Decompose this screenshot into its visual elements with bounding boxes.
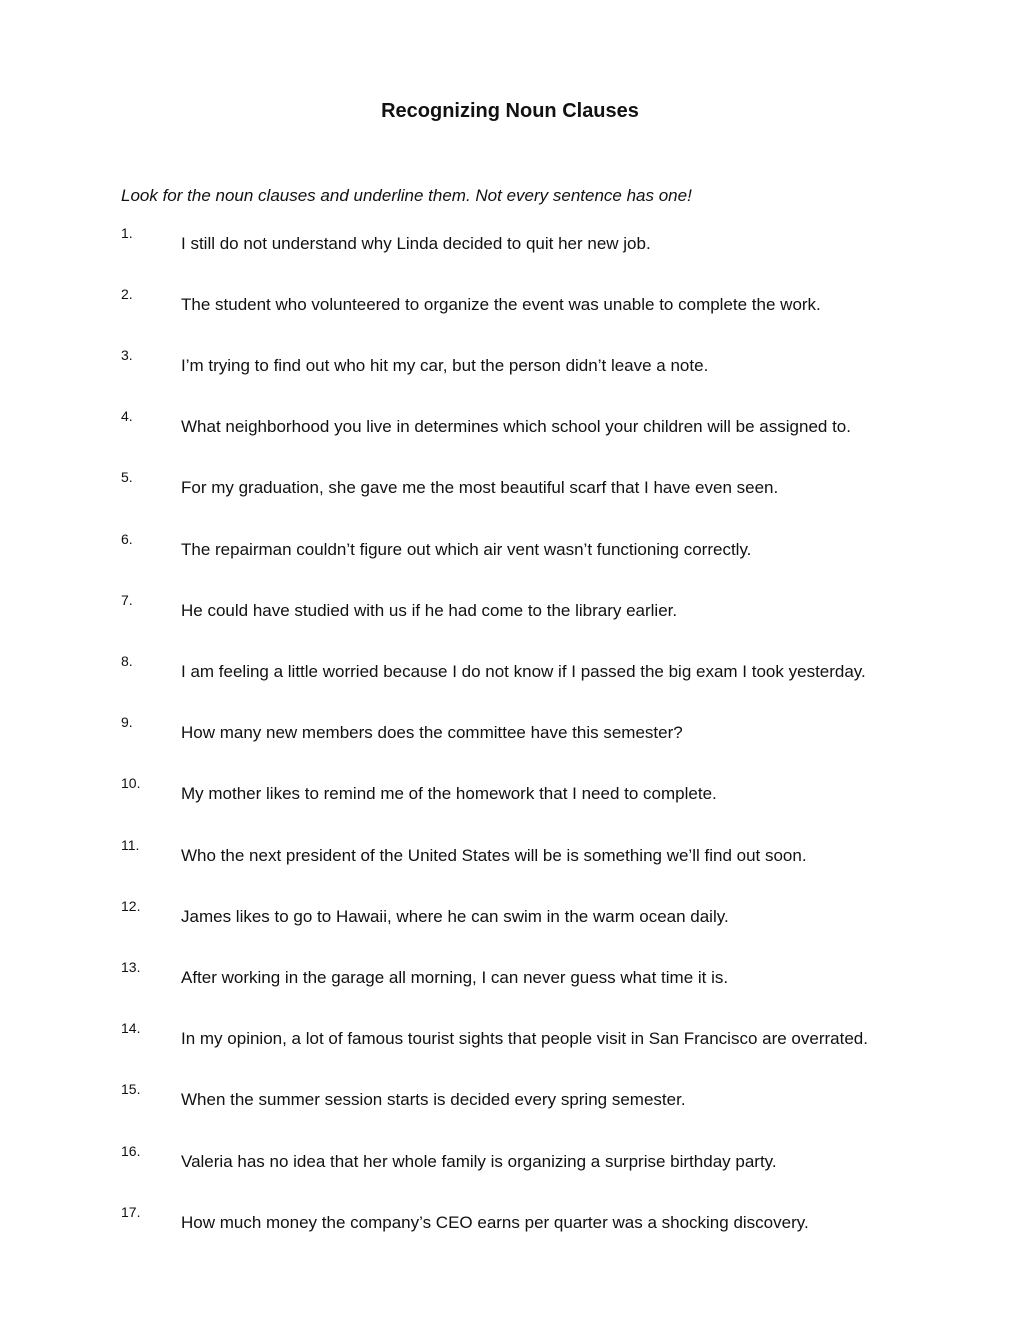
list-item (121, 403, 901, 452)
exercise-list (121, 224, 901, 1260)
item-sentence: How many new members does the committee have this semester? (181, 723, 683, 743)
item-sentence: He could have studied with us if he had come to the library earlier. (181, 600, 678, 620)
item-number: 14. (121, 1020, 141, 1037)
list-item (121, 709, 901, 758)
item-number: 10. (121, 775, 141, 792)
item-sentence: How much money the company’s CEO earns per quarter was a shocking discovery. (181, 1212, 809, 1232)
list-item (121, 342, 901, 391)
item-sentence: My mother likes to remind me of the homework that I need to complete. (181, 784, 717, 804)
item-number: 12. (121, 897, 141, 914)
item-sentence: I am feeling a little worried because I do not know if I passed the big exam I took yesterday. (181, 662, 866, 682)
list-item (121, 464, 901, 513)
page-title: Recognizing Noun Clauses (381, 100, 639, 122)
item-sentence: The repairman couldn’t figure out which air vent wasn’t functioning correctly. (181, 539, 752, 559)
item-sentence: Who the next president of the United States will be is something we’ll find out soon. (181, 845, 807, 865)
list-item (121, 648, 901, 697)
item-number: 7. (121, 591, 133, 608)
item-number: 9. (121, 714, 133, 731)
list-item (121, 526, 901, 575)
item-number: 15. (121, 1081, 141, 1098)
item-number: 2. (121, 285, 133, 302)
list-item (121, 220, 901, 269)
item-sentence: After working in the garage all morning, I can never guess what time it is. (181, 968, 729, 988)
item-sentence: I’m trying to find out who hit my car, but the person didn’t leave a note. (181, 356, 709, 376)
item-number: 1. (121, 224, 133, 241)
list-item (121, 1076, 901, 1125)
item-sentence: In my opinion, a lot of famous tourist sights that people visit in San Francisco are overrated. (181, 1029, 868, 1049)
list-item (121, 281, 901, 330)
item-sentence: I still do not understand why Linda decided to quit her new job. (181, 233, 651, 253)
item-sentence: For my graduation, she gave me the most beautiful scarf that I have even seen. (181, 478, 779, 498)
item-sentence: Valeria has no idea that her whole family is organizing a surprise birthday party. (181, 1151, 777, 1171)
item-number: 5. (121, 469, 133, 486)
item-sentence: When the summer session starts is decided every spring semester. (181, 1090, 686, 1110)
list-item (121, 832, 901, 881)
list-item (121, 1138, 901, 1187)
item-sentence: James likes to go to Hawaii, where he can swim in the warm ocean daily. (181, 906, 729, 926)
list-item (121, 1199, 901, 1248)
instructions: Look for the noun clauses and underline them. Not every sentence has one! (121, 186, 692, 205)
item-number: 4. (121, 408, 133, 425)
item-sentence: What neighborhood you live in determines which school your children will be assigned to. (181, 417, 851, 437)
list-item (121, 1015, 901, 1064)
list-item (121, 893, 901, 942)
item-sentence: The student who volunteered to organize the event was unable to complete the work. (181, 294, 821, 314)
item-number: 16. (121, 1142, 141, 1159)
list-item (121, 954, 901, 1003)
item-number: 8. (121, 653, 133, 670)
item-number: 11. (121, 836, 140, 853)
item-number: 3. (121, 347, 133, 364)
list-item (121, 770, 901, 819)
item-number: 13. (121, 959, 141, 976)
item-number: 6. (121, 530, 133, 547)
list-item (121, 587, 901, 636)
item-number: 17. (121, 1203, 141, 1220)
